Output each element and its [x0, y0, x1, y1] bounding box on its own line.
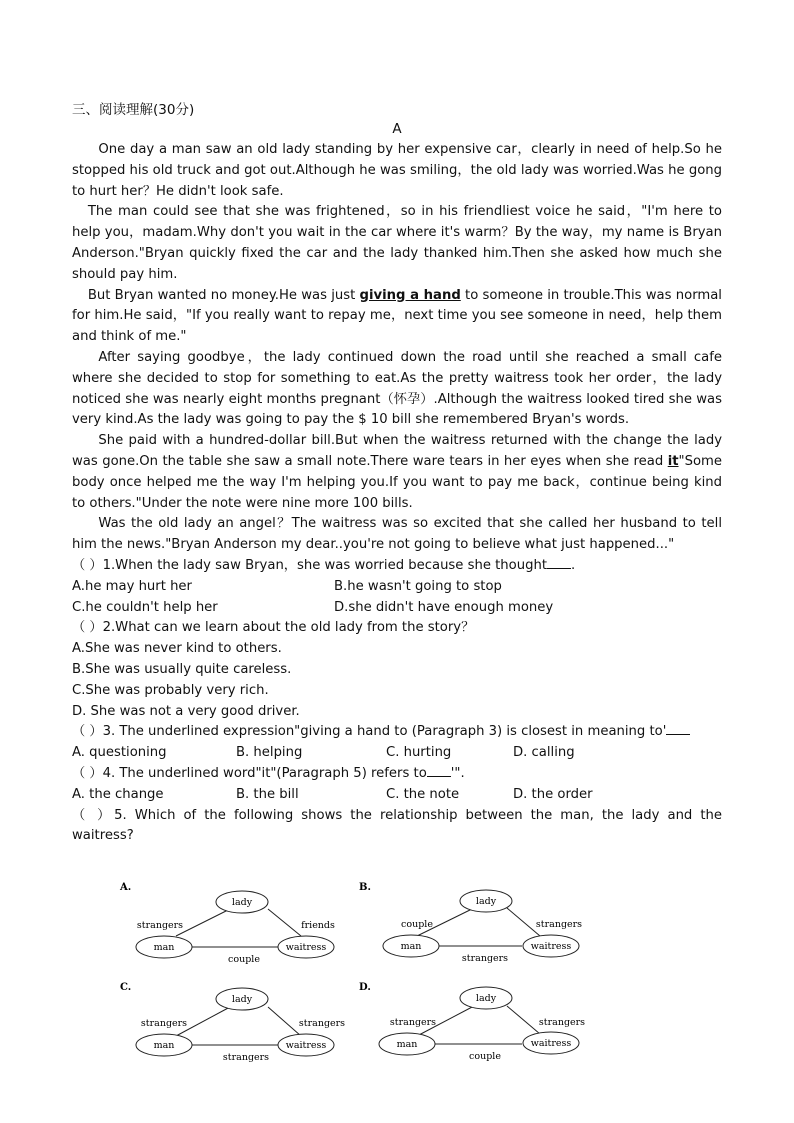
edge-right-label: friends — [301, 920, 335, 931]
paragraph-4: After saying goodbye，the lady continued down the road until she reached a small cafe where she decided to stop for something to eat.As the pretty waitress took her order，the lady noticed she was nearly eight months pregnant（怀孕）.Although the waitress looked tired she was very kind.As the lady was going to pay the $ 10 bill she remembered Bryan's words. — [72, 349, 722, 428]
paragraph-2: The man could see that she was frightened，so in his friendliest voice he said，"I'm here to help you，madam.Why don't you wait in the car where it's warm？By the way，my name is Bryan Anderson."Bryan quickly fixed the car and the lady thanked him.Then she asked how much she should pay him. — [72, 204, 722, 282]
edge-right-label: strangers — [538, 1017, 586, 1028]
question-2-option-b: B.She was usually quite careless. — [72, 661, 292, 677]
paragraph-5 — [72, 431, 722, 514]
option-b: B. helping — [236, 745, 303, 761]
underlined-word: it — [667, 453, 679, 469]
diagram-label: B. — [359, 882, 371, 893]
diagram-c — [118, 978, 358, 1066]
question-2-stem: （ ）2.What can we learn about the old lady from the story？ — [72, 620, 475, 636]
node-left-label: man — [400, 941, 422, 952]
edge-right — [507, 1006, 540, 1034]
edge-bottom-label: strangers — [461, 953, 509, 964]
edge-right — [268, 1007, 301, 1036]
node-top-label: lady — [475, 993, 497, 1004]
question-1-options-row-1 — [72, 577, 722, 598]
passage-body — [72, 140, 722, 847]
answer-blank[interactable] — [666, 722, 690, 735]
option-d: D. the order — [513, 786, 593, 802]
edge-left — [176, 909, 230, 936]
option-d: D. calling — [513, 745, 575, 761]
paragraph-6: Was the old lady an angel？The waitress was so excited that she called her husband to tell him the news."Bryan Anderson my dear..you're not going to believe what just happened..." — [72, 516, 722, 553]
question-4-end: '". — [450, 765, 465, 781]
option-b: B. the bill — [236, 786, 299, 802]
paragraph-3-after: to someone in trouble.This was normal for him.He said，"If you really want to repay me，next time you see someone in need，help them and think of me." — [72, 287, 722, 345]
question-2-option-d: D. She was not a very good driver. — [72, 703, 300, 719]
diagram-label: C. — [120, 982, 132, 993]
diagram-label: D. — [359, 982, 371, 993]
question-4-text: （ ）4. The underlined word"it"(Paragraph 5) refers to — [72, 765, 427, 781]
question-3-text: （ ）3. The underlined expression"giving a hand to (Paragraph 3) is closest in meaning to' — [72, 724, 667, 740]
section-title: 三、阅读理解(30分) — [72, 102, 195, 118]
question-4-stem — [72, 764, 722, 785]
node-right-label: waitress — [285, 942, 327, 953]
edge-left-label: strangers — [136, 920, 184, 931]
node-left-label: man — [153, 1040, 175, 1051]
question-1-stem — [72, 556, 722, 577]
diagram-a — [118, 880, 358, 968]
edge-right-label: strangers — [298, 1018, 346, 1029]
question-5-stem: （ ）5. Which of the following shows the relationship between the man, the lady and the waitress? — [72, 807, 722, 844]
edge-bottom-label: couple — [469, 1051, 501, 1062]
answer-blank[interactable] — [427, 764, 451, 777]
node-right-label: waitress — [285, 1040, 327, 1051]
option-c: C. the note — [386, 786, 460, 802]
diagram-d — [357, 978, 597, 1066]
question-4-options — [72, 785, 722, 806]
answer-blank[interactable] — [547, 556, 571, 569]
node-right-label: waitress — [530, 941, 572, 952]
diagram-label: A. — [120, 882, 132, 893]
edge-right-label: strangers — [535, 919, 583, 930]
edge-bottom-label: couple — [228, 954, 260, 965]
node-top-label: lady — [475, 896, 497, 907]
question-3-stem — [72, 722, 722, 743]
paragraph-5-before: She paid with a hundred-dollar bill.But when the waitress returned with the change the lady was gone.On the table she saw a small note.There ware tears in her eyes when she read — [72, 433, 722, 469]
question-1-end: . — [571, 557, 576, 573]
edge-left-label: strangers — [140, 1018, 188, 1029]
node-left-label: man — [153, 942, 175, 953]
option-a: A. the change — [72, 786, 164, 802]
paragraph-1: One day a man saw an old lady standing by her expensive car，clearly in need of help.So he stopped his old truck and got out.Although he was smiling，the old lady was worried.Was he gong to hurt her？He didn't look safe. — [72, 142, 722, 199]
passage-label: A — [392, 121, 402, 137]
option-a: A. questioning — [72, 745, 167, 761]
paragraph-3 — [72, 286, 722, 348]
option-a: A.he may hurt her — [72, 578, 192, 594]
paragraph-5-after: "Some body once helped me the way I'm helping you.If you want to pay me back，continue being kind to others."Under the note were nine more 100 bills. — [72, 453, 722, 511]
edge-left-label: couple — [401, 919, 433, 930]
edge-left-label: strangers — [389, 1017, 437, 1028]
question-2-option-c: C.She was probably very rich. — [72, 682, 269, 698]
node-top-label: lady — [231, 897, 253, 908]
question-3-options — [72, 743, 722, 764]
edge-bottom-label: strangers — [222, 1052, 270, 1063]
node-top-label: lady — [231, 994, 253, 1005]
question-1-text: （ ）1.When the lady saw Bryan，she was worried because she thought — [72, 557, 547, 573]
option-b: B.he wasn't going to stop — [334, 578, 502, 594]
node-left-label: man — [396, 1039, 418, 1050]
option-c: C.he couldn't help her — [72, 599, 218, 615]
edge-right — [268, 909, 301, 936]
underlined-expression: giving a hand — [359, 287, 461, 303]
node-right-label: waitress — [530, 1038, 572, 1049]
paragraph-3-before: But Bryan wanted no money.He was just — [87, 287, 360, 303]
option-c: C. hurting — [386, 745, 452, 761]
option-d: D.she didn't have enough money — [334, 599, 554, 615]
question-1-options-row-2 — [72, 598, 722, 619]
diagram-b — [357, 880, 597, 968]
question-2-option-a: A.She was never kind to others. — [72, 641, 282, 657]
